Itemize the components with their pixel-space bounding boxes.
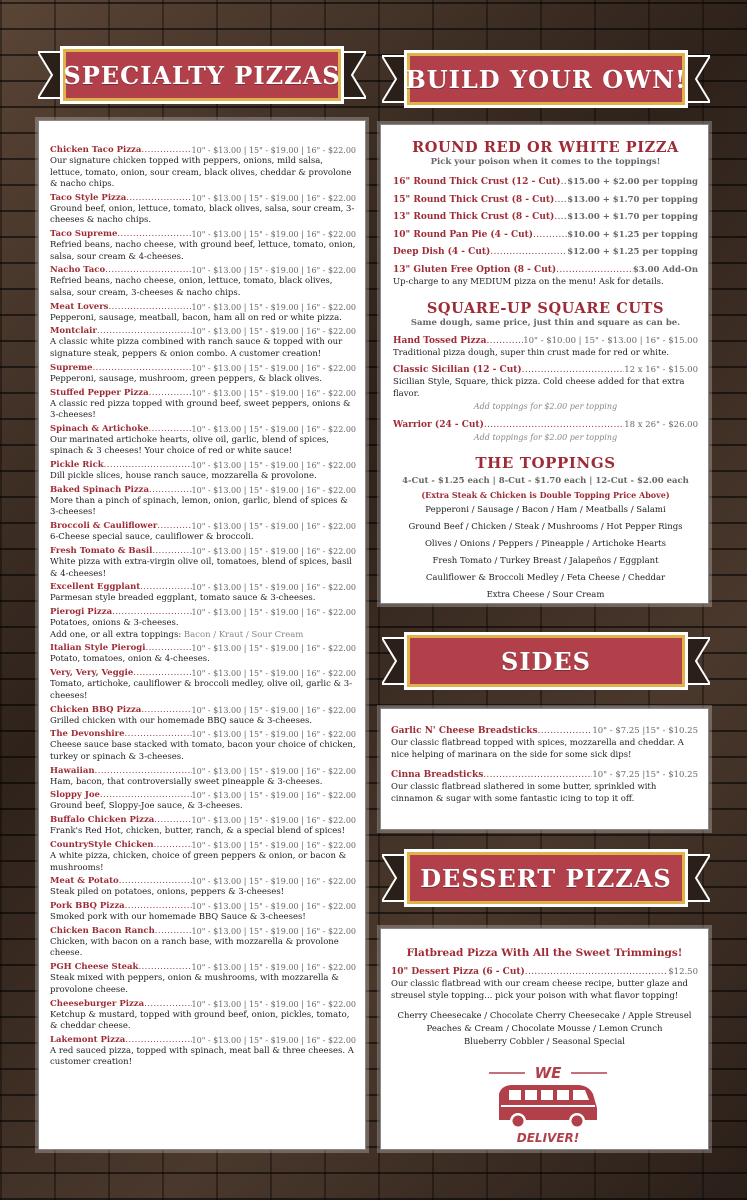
pizza-description: Our signature chicken topped with peppers, onions, mild salsa, lettuce, tomato, onion, sour cream, black olives, cheddar & provolone & nacho chips. [50,156,352,189]
pizza-price: 10" - $13.00 | 15" - $19.00 | 16" - $22.00 [191,583,356,593]
pizza-description: Parmesan style breaded eggplant, tomato sauce & 3-cheeses. [50,593,316,604]
banner-specialty-pizzas [38,44,366,106]
item-name: 15" Round Thick Crust (8 - Cut) [393,194,555,205]
pizza-header [50,1035,356,1046]
round-pizza-subheading: Pick your poison when it comes to the toppings! [430,157,661,167]
pizza-price: 10" - $13.00 | 15" - $19.00 | 16" - $22.00 [191,302,356,312]
build-your-own-panel [380,124,709,604]
item-name: 13" Gluten Free Option (8 - Cut) [393,264,557,275]
list-item [50,582,356,605]
sides-list [391,725,698,805]
pizza-price: 10" - $13.00 | 15" - $19.00 | 16" - $22.00 [191,705,356,715]
item-name: Hand Tossed Pizza [393,335,487,346]
pizza-description: White pizza with extra-virgin olive oil, tomatoes, blend of spices, basil & 4-cheeses! [50,557,352,579]
extra-toppings [50,630,356,642]
topping-line: Fresh Tomato / Turkey Breast / Jalapeños / Eggplant [432,556,659,566]
pizza-price: 10" - $13.00 | 15" - $19.00 | 16" - $22.00 [191,266,356,276]
item-description: Our classic flatbread slathered in some butter, sprinkled with cinnamon & sugar with some fantastic icing to top it off. [391,782,657,804]
list-item [391,725,698,737]
item-price: 18 x 26" - $26.00 [624,420,698,430]
pizza-name: Chicken Bacon Ranch [50,925,155,936]
dot-leader [126,193,191,204]
list-item [50,962,356,996]
toppings-list [393,502,698,604]
pizza-name: Montclair [50,326,97,337]
pizza-name: Excellent Eggplant [50,582,141,593]
list-item [50,546,356,580]
pizza-name: Baked Spinach Pizza [50,484,149,495]
pizza-price: 10" - $13.00 | 15" - $19.00 | 16" - $22.00 [191,963,356,973]
list-item [50,265,356,299]
pizza-description: 6-Cheese special sauce, cauliflower & broccoli. [50,532,254,543]
item-price: $12.00 + $1.25 per topping [567,247,698,257]
dot-leader [133,668,191,679]
toppings-warning: (Extra Steak & Chicken is Double Topping Price Above) [421,490,670,500]
dot-leader [144,999,191,1010]
pizza-description: Pepperoni, sausage, meatball, bacon, ham all on red or white pizza. [50,312,342,323]
pizza-header [50,460,356,471]
pizza-name: Pickle Rick [50,460,104,471]
dot-leader [484,419,624,431]
list-item [50,790,356,813]
dot-leader [490,246,567,258]
pizza-header [50,145,356,156]
round-pizza-heading: ROUND RED OR WHITE PIZZA [412,139,679,156]
pizza-name: Meat Lovers [50,301,109,312]
pizza-name: Spinach & Artichoke [50,423,149,434]
dot-leader [152,546,191,557]
dot-leader [104,460,192,471]
pizza-price: 10" - $13.00 | 15" - $19.00 | 16" - $22.00 [191,608,356,618]
pizza-description: Steak piled on potatoes, onions, peppers & 3-cheeses! [50,887,285,898]
list-item [393,194,698,206]
pizza-header [50,705,356,716]
dot-leader [561,176,568,188]
pizza-price: 10" - $13.00 | 15" - $19.00 | 16" - $22.00 [191,877,356,887]
item-price: 10" - $7.25 |15" - $10.25 [592,770,698,780]
pizza-description: Grilled chicken with our homemade BBQ sauce & 3-cheeses. [50,715,313,726]
pizza-description: Potatoes, onions & 3-cheeses. [50,618,179,629]
pizza-header [50,546,356,557]
flavor-line: Blueberry Cobbler / Seasonal Special [463,1037,626,1047]
dessert-pizzas-panel [380,928,709,1150]
topping-line: Ground Beef / Chicken / Steak / Mushrooms / Hot Pepper Rings [408,522,683,532]
topping-note: Add toppings for $2.00 per topping [473,433,618,442]
square-cuts-heading: SQUARE-UP SQUARE CUTS [426,299,665,317]
pizza-name: Buffalo Chicken Pizza [50,815,155,826]
list-item [50,876,356,899]
dot-leader [97,326,192,337]
pizza-price: 10" - $13.00 | 15" - $19.00 | 16" - $22.00 [191,146,356,155]
list-item [50,1035,356,1069]
pizza-name: PGH Cheese Steak [50,962,139,973]
topping-note: Add toppings for $2.00 per topping [473,402,618,411]
pizza-price: 10" - $13.00 | 15" - $19.00 | 16" - $22.00 [191,841,356,851]
banner-title: DESSERT PIZZAS [420,863,672,893]
dot-leader [105,265,191,276]
list-item [50,705,356,728]
list-item [50,424,356,458]
item-description: Our classic flatbread with our cream cheese recipe, butter glaze and streusel style topping... pick your poison with what flavor topping! [391,979,688,1001]
list-item [393,211,698,223]
pizza-header [50,876,356,887]
pizza-name: Lakemont Pizza [50,1034,126,1045]
pizza-description: Frank's Red Hot, chicken, butter, ranch, & a special blend of spices! [50,826,346,837]
pizza-price: 10" - $13.00 | 15" - $19.00 | 16" - $22.00 [191,363,356,373]
pizza-header [50,668,356,679]
item-name: Garlic N' Cheese Breadsticks [391,726,538,736]
list-item [50,229,356,263]
pizza-price: 10" - $13.00 | 15" - $19.00 | 16" - $22.00 [191,999,356,1009]
list-item [50,145,356,191]
pizza-price: 10" - $13.00 | 15" - $19.00 | 16" - $22.00 [191,926,356,936]
pizza-header [50,485,356,496]
pizza-name: Meat & Potato [50,876,119,887]
pizza-price: 10" - $13.00 | 15" - $19.00 | 16" - $22.00 [191,522,356,532]
pizza-header [50,790,356,801]
dot-leader [149,424,192,435]
pizza-description: More than a pinch of spinach, lemon, onion, garlic, blend of spices & 3-cheeses! [50,495,348,518]
dot-leader [154,840,192,851]
pizza-header [50,265,356,276]
pizza-header [50,962,356,973]
list-item [50,388,356,422]
pizza-description: A white pizza, chicken, choice of green peppers & onion, or bacon & mushrooms! [50,851,347,873]
list-item [50,766,356,789]
list-item [391,769,698,781]
topping-line: Cauliflower & Broccoli Medley / Feta Cheese / Cheddar [425,573,666,583]
list-item [50,643,356,666]
topping-line: Extra Cheese / Sour Cream [486,590,605,600]
pizza-header [50,363,356,374]
pizza-description: Ground beef, onion, lettuce, tomato, black olives, salsa, sour cream, 3-cheeses & nacho chips. [50,203,355,226]
pizza-name: The Devonshire [50,729,125,740]
logo-bottom-text: DELIVER! [516,1131,580,1145]
item-description: Traditional pizza dough, super thin crust made for red or white. [393,347,670,358]
gluten-free-note: Up-charge to any MEDIUM pizza on the menu! Ask for details. [393,276,664,287]
banner-title: BUILD YOUR OWN! [405,64,687,94]
flavor-line: Peaches & Cream / Chocolate Mousse / Lemon Crunch [426,1024,663,1034]
extra-toppings-label: Add one, or all extra toppings: [50,629,182,640]
dot-leader [533,229,567,241]
pizza-description: Pepperoni, sausage, mushroom, green peppers, & black olives. [50,373,322,384]
pizza-description: Smoked pork with our homemade BBQ Sauce & 3-cheeses! [50,912,306,923]
item-name: Warrior (24 - Cut) [393,420,484,430]
dot-leader [140,582,191,593]
pizza-price: 10" - $13.00 | 15" - $19.00 | 16" - $22.00 [191,461,356,471]
pizza-name: Stuffed Pepper Pizza [50,387,149,398]
item-name: 10" Dessert Pizza (6 - Cut) [391,967,525,977]
toppings-heading: THE TOPPINGS [475,454,616,472]
dot-leader [538,725,593,737]
dot-leader [93,363,192,374]
topping-line: Pepperoni / Sausage / Bacon / Ham / Meatballs / Salami [425,505,666,515]
dot-leader [157,521,191,532]
extra-toppings-options: Bacon / Kraut / Sour Cream [183,629,304,640]
pizza-description: Ketchup & mustard, topped with ground beef, onion, pickles, tomato, & cheddar cheese. [50,1009,350,1032]
logo-top-text: WE [534,1064,562,1082]
dot-leader [125,901,192,912]
pizza-price: 10" - $13.00 | 15" - $19.00 | 16" - $22.00 [191,1035,356,1045]
dessert-flavor-list [391,1010,698,1049]
dot-leader [154,815,191,826]
item-price: $10.00 + $1.25 per topping [567,229,698,240]
dot-leader [522,364,625,376]
item-description: Sicilian Style, Square, thick pizza. Cold cheese added for that extra flavor. [393,377,685,399]
pizza-name: Italian Style Pierogi [50,643,146,654]
dot-leader [141,705,191,716]
pizza-name: Broccoli & Cauliflower [50,521,158,532]
list-item [393,229,698,241]
pizza-header [50,521,356,532]
dot-leader [125,729,192,740]
item-name: 16" Round Thick Crust (12 - Cut) [393,177,561,187]
list-item [50,460,356,483]
pizza-name: Cheeseburger Pizza [50,998,145,1009]
pizza-description: Chicken, with bacon on a ranch base, with mozzarella & provolone cheese. [50,936,339,959]
banner-sides [382,630,710,692]
dot-leader [554,194,567,206]
pizza-header [50,729,356,740]
banner-build-your-own [382,48,710,110]
pizza-price: 10" - $13.00 | 15" - $19.00 | 16" - $22.00 [191,485,356,495]
list-item [50,901,356,924]
item-name: Cinna Breadsticks [391,770,484,780]
dot-leader [100,790,192,801]
flavor-line: Cherry Cheesecake / Chocolate Cherry Cheesecake / Apple Streusel [397,1011,692,1021]
pizza-header [50,582,356,593]
pizza-price: 10" - $13.00 | 15" - $19.00 | 16" - $22.00 [191,791,356,801]
list-item [50,999,356,1033]
list-item [50,668,356,702]
list-item [50,521,356,544]
pizza-price: 10" - $13.00 | 15" - $19.00 | 16" - $22.00 [191,388,356,398]
list-item [50,485,356,519]
item-name: 10" Round Pan Pie (4 - Cut) [393,229,534,240]
dessert-heading: Flatbread Pizza With All the Sweet Trimmings! [406,947,683,959]
list-item [393,335,698,347]
list-item [393,176,698,188]
pizza-name: Fresh Tomato & Basil [50,546,153,557]
pizza-name: Nacho Taco [50,265,106,276]
item-price: $13.00 + $1.70 per topping [567,194,698,205]
list-item [50,729,356,763]
dot-leader [556,264,633,276]
list-item [393,264,698,276]
list-item [50,815,356,838]
item-name: Classic Sicilian (12 - Cut) [393,365,522,375]
dot-leader [125,1035,191,1046]
dot-leader [95,766,192,777]
list-item [50,302,356,325]
pizza-name: Taco Supreme [50,229,118,240]
banner-dessert-pizzas [382,847,710,909]
pizza-price: 10" - $13.00 | 15" - $19.00 | 16" - $22.00 [191,547,356,557]
dot-leader [145,643,191,654]
pizza-header [50,999,356,1010]
item-price: $15.00 + $2.00 per topping [567,177,698,187]
sides-panel [380,708,709,830]
pizza-header [50,388,356,399]
list-item [50,607,356,641]
list-item [50,326,356,360]
dot-leader [149,485,192,496]
specialty-pizza-list [50,145,356,1069]
dot-leader [138,962,191,973]
pizza-price: 10" - $13.00 | 15" - $19.00 | 16" - $22.00 [191,669,356,679]
pizza-price: 10" - $13.00 | 15" - $19.00 | 16" - $22.00 [191,193,356,203]
pizza-price: 10" - $13.00 | 15" - $19.00 | 16" - $22.00 [191,730,356,740]
item-description: Our classic flatbread topped with spices, mozzarella and cheddar. A nice helping of marinara on the side for some sick dips! [391,738,684,760]
pizza-description: Potato, tomatoes, onion & 4-cheeses. [50,654,210,665]
pizza-description: Tomato, artichoke, cauliflower & broccoli medley, olive oil, garlic & 3-cheeses! [50,679,353,701]
item-price: 10" - $10.00 | 15" - $13.00 | 16" - $15.00 [523,335,698,346]
pizza-header [50,326,356,337]
pizza-price: 10" - $13.00 | 15" - $19.00 | 16" - $22.00 [191,644,356,654]
pizza-description: Our marinated artichoke hearts, olive oil, garlic, blend of spices, spinach & 3 cheeses! Your choice of red or white sauce! [50,434,329,457]
item-name: Deep Dish (4 - Cut) [393,247,491,257]
list-item [393,419,698,431]
pizza-header [50,815,356,826]
pizza-description: Ham, bacon, that controversially sweet pineapple & 3-cheeses. [50,776,323,787]
pizza-name: Pierogi Pizza [50,607,113,618]
pizza-name: Chicken BBQ Pizza [50,704,142,715]
dot-leader [155,926,192,937]
pizza-name: CountryStyle Chicken [50,840,154,851]
pizza-header [50,926,356,937]
pizza-header [50,766,356,777]
item-price: 10" - $7.25 |15" - $10.25 [592,726,698,736]
square-cuts-subheading: Same dough, same price, just thin and square as can be. [410,317,681,328]
specialty-pizzas-panel [38,120,366,1150]
dot-leader [108,302,191,313]
pizza-name: Supreme [50,362,93,373]
dot-leader [483,769,592,781]
pizza-header [50,643,356,654]
pizza-header [50,229,356,240]
pizza-description: Refried beans, nacho cheese, onion, lettuce, tomato, black olives, salsa, sour cream, 3-cheeses & nacho chips. [50,276,333,298]
pizza-name: Chicken Taco Pizza [50,145,142,155]
item-name: 13" Round Thick Crust (8 - Cut) [393,212,555,222]
delivery-van-logo [485,1064,611,1146]
list-item [393,364,698,376]
dot-leader [141,145,191,156]
pizza-name: Pork BBQ Pizza [50,901,125,912]
item-price: 12 x 16" - $15.00 [624,365,698,375]
pizza-name: Hawaiian [50,765,95,776]
pizza-price: 10" - $13.00 | 15" - $19.00 | 16" - $22.00 [191,230,356,240]
pizza-price: 10" - $13.00 | 15" - $19.00 | 16" - $22.00 [191,327,356,337]
item-price: $13.00 + $1.70 per topping [567,212,698,222]
dot-leader [525,966,668,978]
list-item [393,246,698,258]
pizza-description: Ground beef, Sloppy-Joe sauce, & 3-cheeses. [50,801,243,812]
dot-leader [554,211,567,223]
dot-leader [149,388,192,399]
list-item [391,966,698,978]
pizza-price: 10" - $13.00 | 15" - $19.00 | 16" - $22.00 [191,816,356,826]
pizza-description: Dill pickle slices, house ranch sauce, mozzarella & provolone. [50,471,317,482]
dot-leader [112,607,191,618]
pizza-header [50,302,356,313]
item-price: $3.00 Add-On [632,264,698,275]
pizza-description: Cheese sauce base stacked with tomato, bacon your choice of chicken, turkey or spinach & 3-cheeses. [50,740,356,762]
round-pizza-list [393,176,698,276]
list-item [50,363,356,386]
list-item [50,840,356,874]
pizza-header [50,193,356,204]
pizza-name: Sloppy Joe [50,790,100,801]
pizza-header [50,424,356,435]
pizza-price: 10" - $13.00 | 15" - $19.00 | 16" - $22.00 [191,766,356,776]
pizza-description: Steak mixed with peppers, onion & mushrooms, with mozzarella & provolone cheese. [50,973,339,995]
pizza-price: 10" - $13.00 | 15" - $19.00 | 16" - $22.00 [191,902,356,912]
item-price: $12.50 [668,967,698,977]
toppings-prices: 4-Cut - $1.25 each | 8-Cut - $1.70 each | 12-Cut - $2.00 each [402,476,689,486]
pizza-description: Refried beans, nacho cheese, with ground beef, lettuce, tomato, onion, salsa, sour cream & 4-cheeses. [50,240,356,262]
dot-leader [117,229,191,240]
pizza-header [50,840,356,851]
pizza-header [50,607,356,618]
dot-leader [119,876,192,887]
banner-title: SIDES [501,646,591,676]
list-item [50,193,356,227]
topping-line: Olives / Onions / Peppers / Pineapple / Artichoke Hearts [424,539,667,549]
dot-leader [487,335,524,347]
pizza-price: 10" - $13.00 | 15" - $19.00 | 16" - $22.00 [191,424,356,434]
list-item [50,926,356,960]
banner-title: SPECIALTY PIZZAS [63,60,341,90]
pizza-description: A red sauced pizza, topped with spinach, meat ball & three cheeses. A customer creation! [50,1045,354,1068]
pizza-description: A classic white pizza combined with ranch sauce & topped with our signature steak, peppers & onion combo. A customer creation! [50,337,343,359]
pizza-name: Taco Style Pizza [50,192,127,203]
pizza-description: A classic red pizza topped with ground beef, sweet peppers, onions & 3-cheeses! [50,398,351,421]
pizza-name: Very, Very, Veggie [50,668,134,679]
pizza-header [50,901,356,912]
